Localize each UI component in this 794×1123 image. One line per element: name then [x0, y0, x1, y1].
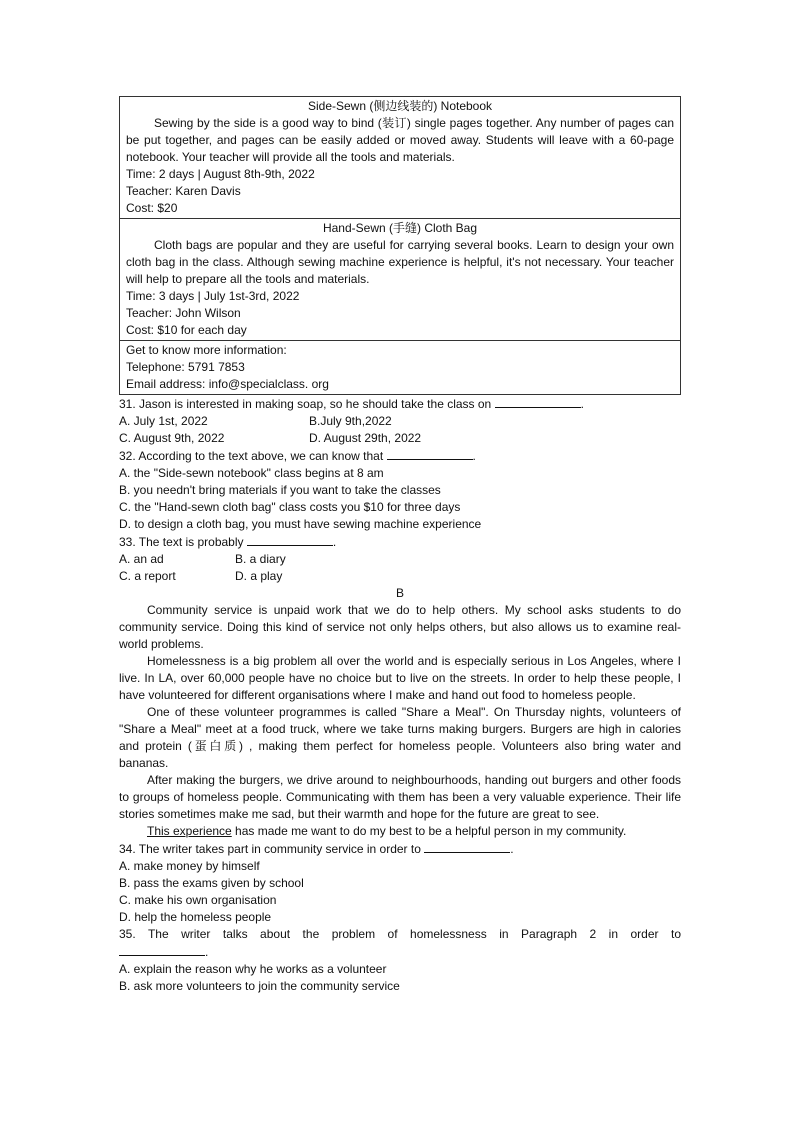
q34-option-a: A. make money by himself [119, 859, 260, 873]
notebook-class-row [120, 97, 681, 219]
question-34: 34. The writer takes part in community service in order to . A. make money by himself B. pass the exams given by school C. make his own organisation D. help the homeless people [119, 840, 681, 926]
q33-stem: 33. The text is probably [119, 535, 244, 549]
clothbag-teacher: Teacher: John Wilson [126, 306, 241, 320]
reading-passage [119, 602, 681, 840]
answer-blank [247, 533, 333, 546]
clothbag-cost: Cost: $10 for each day [126, 323, 247, 337]
q34-option-c: C. make his own organisation [119, 893, 277, 907]
question-35: 35. The writer talks about the problem of homelessness in Paragraph 2 in order to . A. explain the reason why he works as a volunteer B. ask more volunteers to join the community service [119, 927, 681, 993]
q32-option-b: B. you needn't bring materials if you want to take the classes [119, 483, 441, 497]
notebook-title: Side-Sewn (侧边线装的) Notebook [307, 99, 493, 113]
notebook-teacher: Teacher: Karen Davis [126, 184, 241, 198]
section-b-heading: B [395, 586, 404, 600]
q33-option-b: B. a diary [235, 552, 286, 566]
q34-stem: 34. The writer takes part in community service in order to [119, 842, 421, 856]
notebook-time: Time: 2 days | August 8th-9th, 2022 [126, 167, 315, 181]
q33-option-c: C. a report [119, 569, 176, 583]
q31-option-b: B.July 9th,2022 [309, 414, 392, 428]
passage-paragraph-2: Homelessness is a big problem all over the world and is especially serious in Los Angeles, where I live. In LA, over 60,000 people have no choice but to live on the streets. In order to help these people, I have volunteered for different organisations where I make and hand out food to homeless people. [119, 654, 681, 702]
q34-option-d: D. help the homeless people [119, 910, 272, 924]
q33-option-a: A. an ad [119, 552, 164, 566]
notebook-cost: Cost: $20 [126, 201, 178, 215]
answer-blank [387, 447, 473, 460]
q31-option-a: A. July 1st, 2022 [119, 414, 208, 428]
clothbag-time: Time: 3 days | July 1st-3rd, 2022 [126, 289, 300, 303]
passage-paragraph-5 [119, 823, 681, 840]
contact-row [120, 341, 681, 395]
passage-paragraph-1: Community service is unpaid work that we do to help others. My school asks students to do community service. Doing this kind of service not only helps others, but also allows us to examine real-world problems. [119, 603, 681, 651]
q31-stem: 31. Jason is interested in making soap, so he should take the class on [119, 397, 492, 411]
clothbag-description: Cloth bags are popular and they are useful for carrying several books. Learn to design your own cloth bag in the class. Although sewing machine experience is helpful, it's not necessary. Your teacher will help to prepare all the tools and materials. [126, 238, 674, 286]
contact-heading: Get to know more information: [126, 343, 287, 357]
q32-stem: 32. According to the text above, we can know that [119, 449, 384, 463]
contact-email: Email address: info@specialclass. org [126, 377, 329, 391]
passage-paragraph-4: After making the burgers, we drive around to neighbourhoods, handing out burgers and other foods to groups of homeless people. Communicating with them has been a very valuable experience. Their life stories sometimes make me sad, but their warmth and hope for the future are great to see. [119, 773, 681, 821]
clothbag-class-row [120, 219, 681, 341]
passage-paragraph-3: One of these volunteer programmes is called "Share a Meal". On Thursday nights, volunteers of "Share a Meal" meet at a food truck, where we take turns making burgers. Burgers are high in calories and protein (蛋白质) , making them perfect for homeless people. Volunteers also bring water and bananas. [119, 705, 681, 770]
question-31: 31. Jason is interested in making soap, so he should take the class on . A. July 1st, 2022 B.July 9th,2022 C. August 9th, 2022 D. August 29th, 2022 [119, 395, 681, 447]
q35-option-a: A. explain the reason why he works as a volunteer [119, 962, 387, 976]
q31-option-c: C. August 9th, 2022 [119, 431, 225, 445]
q33-option-d: D. a play [235, 569, 283, 583]
q35-stem: 35. The writer talks about the problem of homelessness in Paragraph 2 in order to [119, 927, 681, 941]
q32-option-d: D. to design a cloth bag, you must have sewing machine experience [119, 517, 482, 531]
paragraph-5-text: has made me want to do my best to be a helpful person in my community. [231, 824, 627, 838]
q31-option-d: D. August 29th, 2022 [309, 431, 422, 445]
q34-option-b: B. pass the exams given by school [119, 876, 304, 890]
underlined-phrase: This experience [147, 824, 232, 838]
q32-option-c: C. the "Hand-sewn cloth bag" class costs you $10 for three days [119, 500, 461, 514]
q35-option-b: B. ask more volunteers to join the community service [119, 979, 400, 993]
exam-page [119, 96, 681, 995]
class-ad-table [119, 96, 681, 395]
question-32: 32. According to the text above, we can know that . A. the "Side-sewn notebook" class begins at 8 am B. you needn't bring materials if you want to take the classes C. the "Hand-sewn cloth bag" class costs you $10 for three days D. to design a cloth bag, you must have sewing machine experience [119, 447, 681, 533]
contact-telephone: Telephone: 5791 7853 [126, 360, 245, 374]
question-33: 33. The text is probably . A. an ad B. a diary C. a report D. a play [119, 533, 681, 585]
notebook-description: Sewing by the side is a good way to bind (装订) single pages together. Any number of pages can be put together, and pages can be easily added or moved away. Students will leave with a 60-page notebook. Your teacher will provide all the tools and materials. [126, 116, 674, 164]
answer-blank [495, 395, 581, 408]
q32-option-a: A. the "Side-sewn notebook" class begins at 8 am [119, 466, 384, 480]
answer-blank [424, 840, 510, 853]
answer-blank [119, 943, 205, 956]
clothbag-title: Hand-Sewn (手缝) Cloth Bag [322, 221, 478, 235]
